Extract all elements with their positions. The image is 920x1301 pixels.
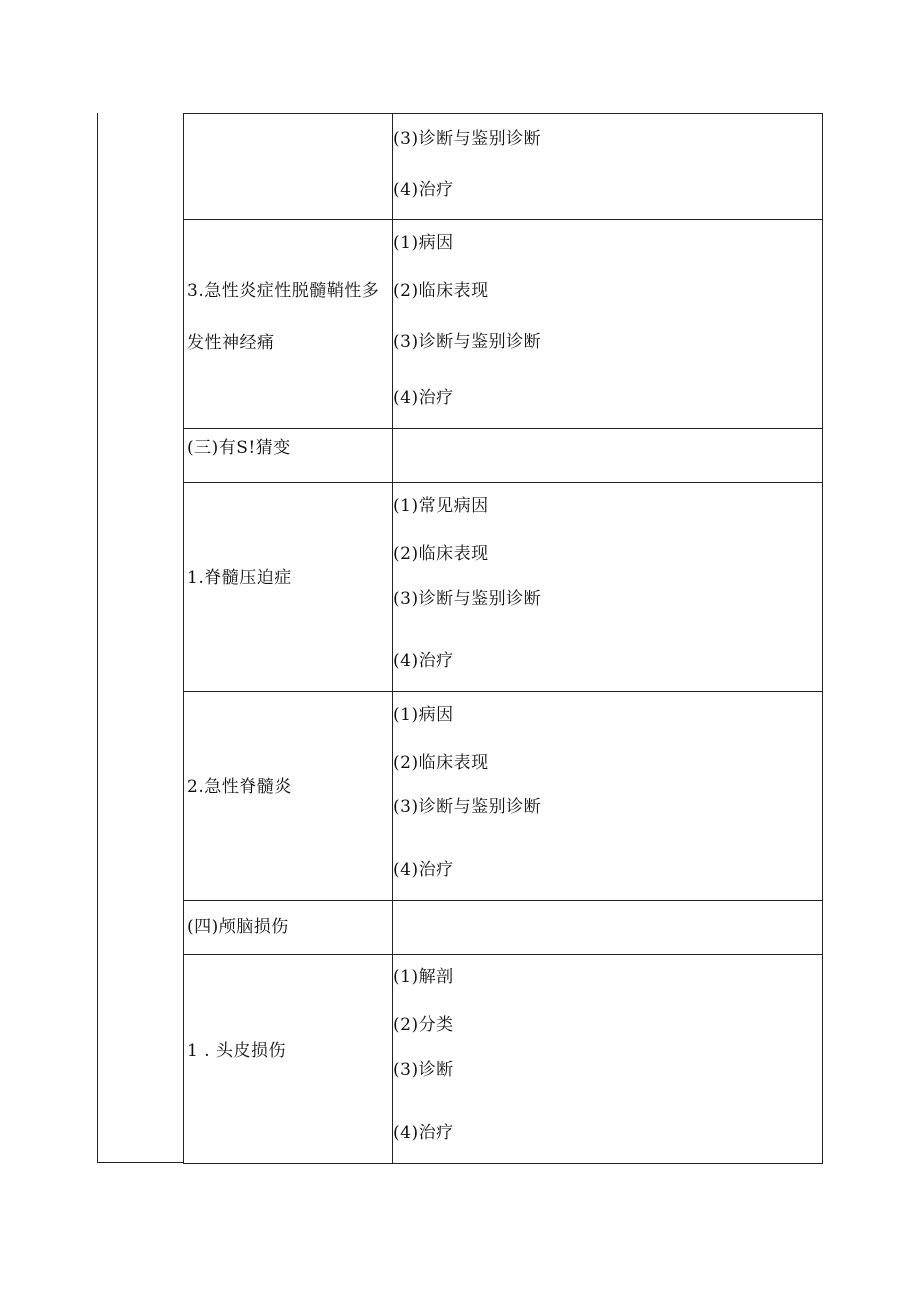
table-row: [183, 691, 823, 901]
table-row: [183, 482, 823, 692]
content-cell: [392, 955, 822, 1163]
topic-title: 3.急性炎症性脱髓鞘性多: [187, 281, 380, 301]
topic-cell: [184, 220, 392, 429]
content-cell: [392, 114, 822, 220]
list-item: (2)分类: [393, 1015, 454, 1035]
content-cell: [392, 429, 822, 483]
topic-title: 1 . 头皮损伤: [187, 1041, 287, 1061]
topic-title: 1.脊髓压迫症: [187, 568, 292, 588]
content-cell: [392, 901, 822, 955]
list-item: (1)常见病因: [393, 496, 489, 516]
section-heading: (三)有S!猜变: [187, 438, 291, 458]
list-item: (3)诊断与鉴别诊断: [393, 589, 542, 609]
list-item: (4)治疗: [393, 180, 454, 200]
list-item: (4)治疗: [393, 1123, 454, 1143]
topic-cell: [184, 692, 392, 901]
list-item: (1)解剖: [393, 967, 454, 987]
list-item: (3)诊断: [393, 1060, 454, 1080]
table-row: [183, 219, 823, 429]
section-heading-cell: [184, 901, 392, 955]
list-item: (2)临床表现: [393, 544, 489, 564]
section-heading: (四)颅脑损伤: [187, 917, 289, 937]
list-item: (4)治疗: [393, 388, 454, 408]
list-item: (3)诊断与鉴别诊断: [393, 129, 542, 149]
list-item: (3)诊断与鉴别诊断: [393, 332, 542, 352]
list-item: (4)治疗: [393, 651, 454, 671]
content-cell: [392, 483, 822, 692]
table-row: [183, 900, 823, 955]
table-row: [183, 113, 823, 220]
list-item: (1)病因: [393, 705, 454, 725]
topic-title: 2.急性脊髓炎: [187, 777, 292, 797]
topic-cell: [184, 483, 392, 692]
topic-title: 发性神经痛: [187, 333, 275, 353]
table-row: [183, 954, 823, 1164]
outer-column-rule: [97, 113, 98, 1163]
topic-cell: [184, 114, 392, 220]
content-cell: [392, 220, 822, 429]
list-item: (2)临床表现: [393, 753, 489, 773]
topic-cell: [184, 955, 392, 1163]
list-item: (2)临床表现: [393, 281, 489, 301]
list-item: (4)治疗: [393, 860, 454, 880]
table-row: [183, 428, 823, 483]
list-item: (1)病因: [393, 233, 454, 253]
section-heading-cell: [184, 429, 392, 483]
outer-column-bottom-rule: [97, 1162, 184, 1163]
list-item: (3)诊断与鉴别诊断: [393, 797, 542, 817]
content-cell: [392, 692, 822, 901]
